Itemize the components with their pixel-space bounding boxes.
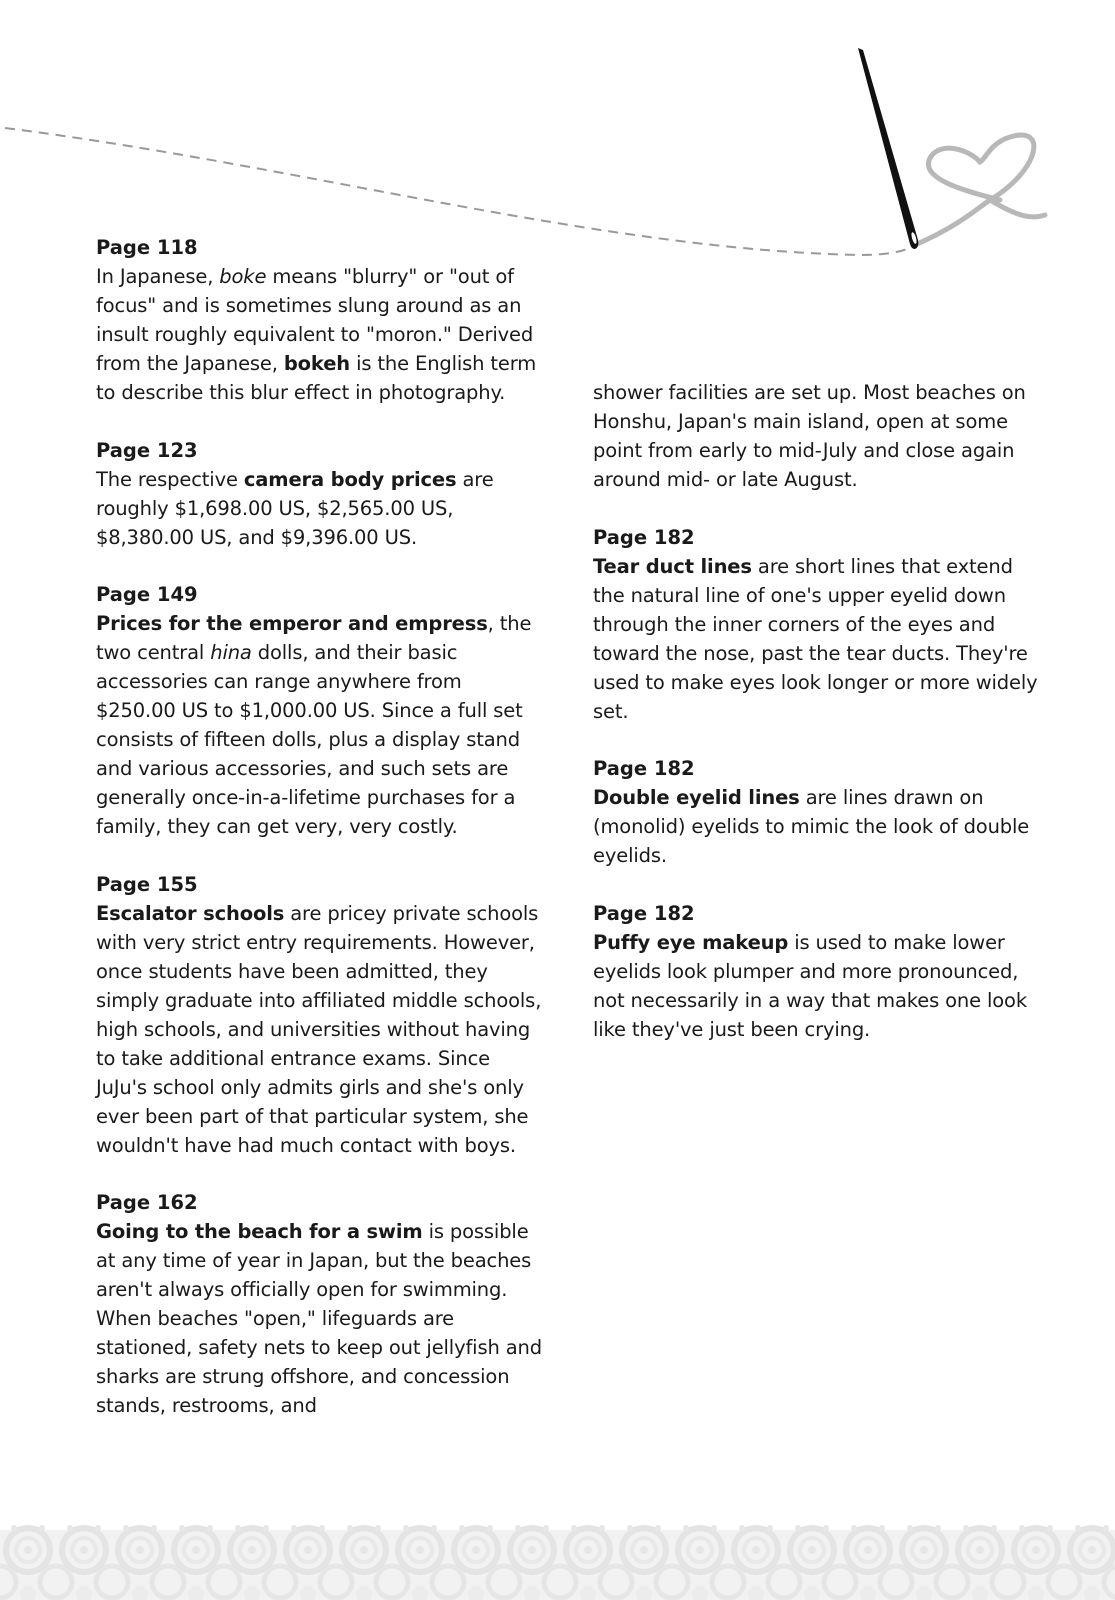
note-entry	[96, 1188, 546, 1420]
note-page-heading: Page 162	[96, 1191, 198, 1214]
bold-term: Tear duct lines	[593, 554, 752, 578]
text-run: The respective	[96, 467, 244, 491]
text-run: means "blurry" or "out of focus" and is sometimes slung around as an insult roughly equivalent to "moron." Derived from the Japanese,	[96, 265, 534, 375]
text-run: are roughly $1,698.00 US, $2,565.00 US, $8,380.00 US, and $9,396.00 US.	[96, 467, 494, 549]
note-entry	[96, 580, 546, 841]
note-page-heading: Page 123	[96, 438, 198, 462]
note-entry	[96, 870, 546, 1160]
note-body-text	[593, 378, 1043, 494]
text-run: are pricey private schools with very strict entry requirements. However, once students have been admitted, they simply graduate into affiliated middle schools, high schools, and universities without having to take additional entrance exams. Since JuJu's school only admits girls and she's only ever been part of that particular system, she wouldn't have had much contact with boys.	[96, 901, 542, 1157]
text-run: , the two central	[96, 612, 532, 664]
text-run: is possible at any time of year in Japan, but the beaches aren't always officially open for swimming. When beaches "open," lifeguards are stationed, safety nets to keep out jellyfish and sharks are strung offshore, and concession stands, restrooms, and	[96, 1220, 542, 1417]
note-body-text	[96, 609, 546, 841]
note-body-text	[593, 783, 1043, 870]
text-run: is used to make lower eyelids look plumper and more pronounced, not necessarily in a way that makes one look like they've just been crying.	[593, 930, 1027, 1041]
note-body-text	[96, 262, 546, 407]
text-run: are lines drawn on (monolid) eyelids to mimic the look of double eyelids.	[593, 786, 1030, 867]
bold-term: Puffy eye makeup	[593, 930, 789, 954]
note-page-heading: Page 118	[96, 236, 198, 259]
italic-term: boke	[219, 265, 267, 288]
note-page-heading: Page 149	[96, 583, 198, 606]
note-entry	[593, 899, 1043, 1044]
note-body-text	[593, 552, 1043, 726]
note-page-heading: Page 182	[593, 901, 695, 925]
needle-icon	[858, 48, 918, 249]
lace-border	[0, 1522, 1115, 1600]
note-entry	[96, 436, 546, 552]
notes-right-column	[593, 378, 1043, 1072]
bold-term: Double eyelid lines	[593, 786, 800, 809]
italic-term: hina	[210, 641, 252, 664]
note-page-heading: Page 182	[593, 757, 695, 780]
note-body-text	[96, 465, 546, 552]
text-run: shower facilities are set up. Most beaches on Honshu, Japan's main island, open at some point from early to mid-July and close again around mid- or late August.	[593, 381, 1026, 491]
note-entry	[593, 378, 1043, 494]
bold-term: Going to the beach for a swim	[96, 1220, 423, 1243]
text-run: In Japanese,	[96, 265, 220, 288]
note-entry	[593, 523, 1043, 726]
heart-thread-icon	[915, 135, 1045, 245]
bold-term: bokeh	[283, 352, 351, 375]
bold-term: camera body prices	[243, 467, 457, 491]
text-run: are short lines that extend the natural line of one's upper eyelid down through the inner corners of the eyes and toward the nose, past the tear ducts. They're used to make eyes look longer or more widely set.	[593, 554, 1038, 723]
bold-term: Prices for the emperor and empress	[96, 612, 488, 635]
note-body-text	[593, 928, 1043, 1044]
text-run: is the English term to describe this blur effect in photography.	[96, 352, 537, 404]
note-entry	[96, 233, 546, 407]
note-body-text	[96, 1217, 546, 1420]
notes-left-column	[96, 233, 546, 1449]
note-page-heading: Page 182	[593, 525, 695, 549]
note-body-text	[96, 899, 546, 1160]
text-run: dolls, and their basic accessories can range anywhere from $250.00 US to $1,000.00 US. Since a full set consists of fifteen dolls, plus a display stand and various accessories, and such sets are generally once-in-a-lifetime purchases for a family, they can get very, very costly.	[96, 641, 523, 838]
needle-thread-illustration	[0, 0, 1115, 270]
bold-term: Escalator schools	[96, 901, 285, 925]
note-page-heading: Page 155	[96, 872, 198, 896]
note-entry	[593, 754, 1043, 870]
